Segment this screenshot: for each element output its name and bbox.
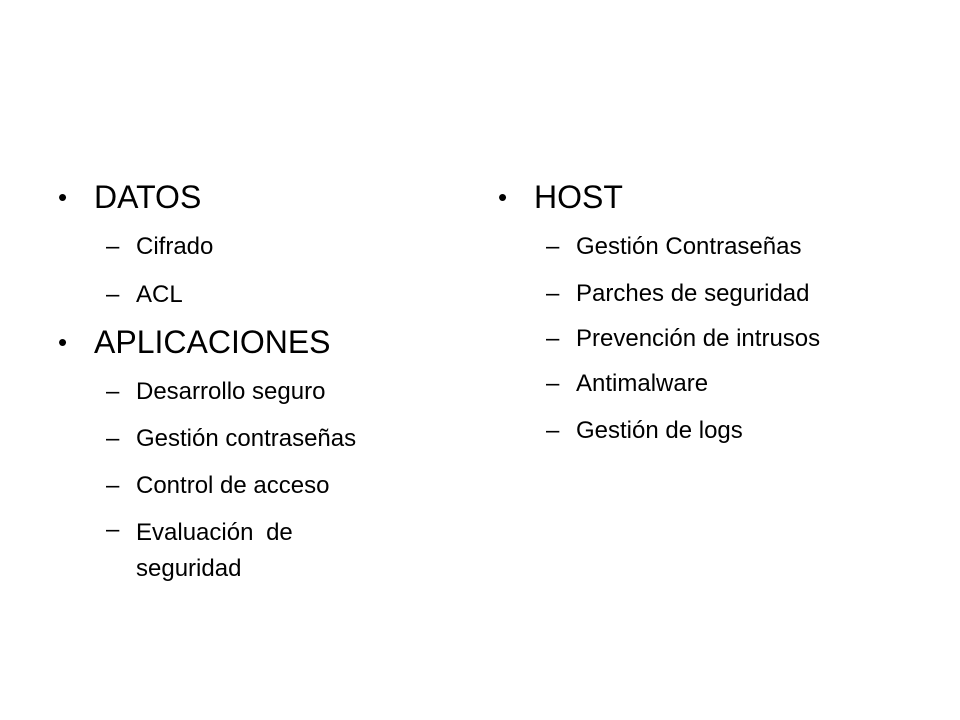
dash-icon: –	[546, 233, 560, 260]
dash-icon: –	[546, 325, 560, 352]
dash-icon: –	[106, 233, 120, 260]
sub-item-label: ACL	[136, 281, 183, 308]
dash-icon: –	[106, 425, 120, 452]
bullet-dot-icon: •	[498, 182, 508, 212]
dash-icon: –	[546, 280, 560, 307]
dash-icon: –	[106, 281, 120, 308]
dash-icon: –	[106, 516, 120, 543]
sub-item-label: Control de acceso	[136, 472, 330, 499]
sub-item-label: Parches de seguridad	[576, 280, 810, 307]
section-heading-datos: DATOS	[94, 179, 202, 215]
bullet-dot-icon: •	[58, 327, 68, 357]
sub-item-label: Antimalware	[576, 370, 709, 397]
sub-item-label: Gestión contraseñas	[136, 425, 357, 452]
sub-item-label: Evaluación de seguridad	[136, 519, 293, 582]
section-heading-aplicaciones: APLICACIONES	[94, 324, 331, 360]
dash-icon: –	[546, 417, 560, 444]
dash-icon: –	[106, 472, 120, 499]
section-heading-host: HOST	[534, 179, 623, 215]
sub-item-label: Prevención de intrusos	[576, 325, 821, 352]
dash-icon: –	[546, 370, 560, 397]
dash-icon: –	[106, 378, 120, 405]
sub-item-label: Gestión Contraseñas	[576, 233, 802, 260]
sub-item-label: Cifrado	[136, 233, 214, 260]
sub-item-label: Gestión de logs	[576, 417, 743, 444]
bullet-dot-icon: •	[58, 182, 68, 212]
sub-item-label: Desarrollo seguro	[136, 378, 326, 405]
